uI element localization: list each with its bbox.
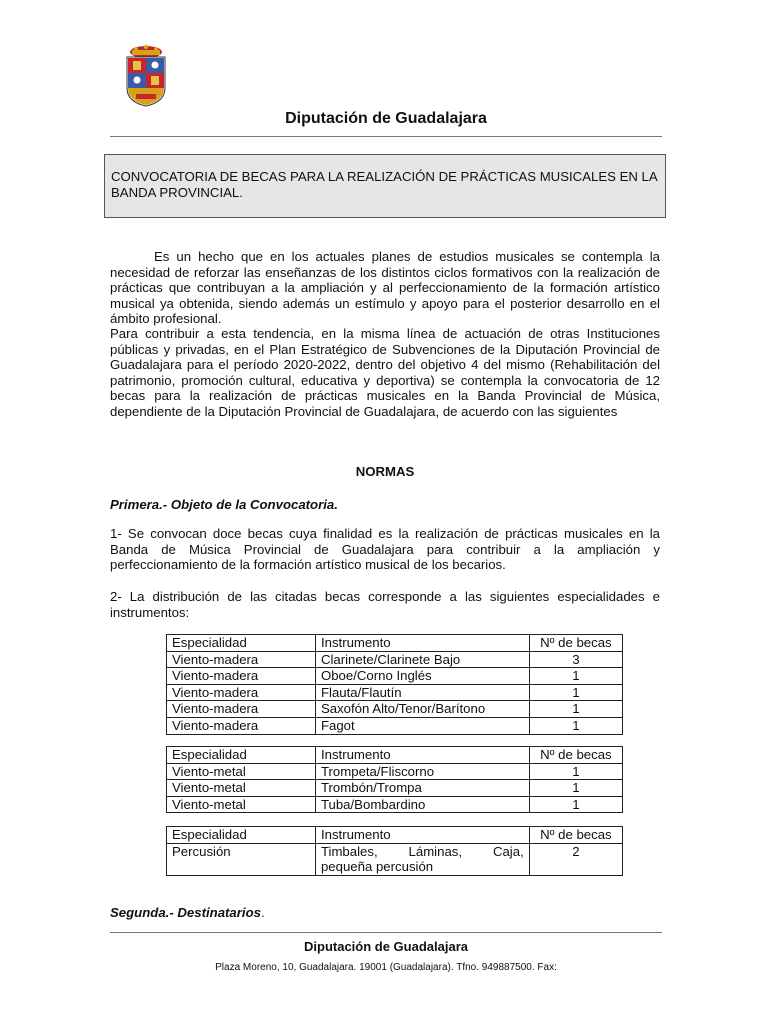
table-row bbox=[167, 780, 623, 797]
intro-paragraph-2: Para contribuir a esta tendencia, en la misma línea de actuación de otras Instituciones públicas y privadas, en el Plan Estratégico de Subvenciones de la Diputación Provincial de Guadalajara para el período 2020-2022, dentro del objetivo 4 del mismo (Rehabilitación del patrimonio, promoción cultural, educativa y deportiva) se contempla la convocatoria de 12 becas para la realización de prácticas musicales en la Banda Provincial de Música, dependiente de la Diputación Provincial de Guadalajara, de acuerdo con las siguientes bbox=[110, 326, 660, 419]
table-percusion bbox=[166, 826, 623, 876]
table-row bbox=[167, 668, 623, 685]
cell-instrumento bbox=[315, 843, 529, 875]
cell-instrumento: Flauta/Flautín bbox=[315, 684, 529, 701]
header-becas: Nº de becas bbox=[529, 635, 622, 652]
word-laminas: Láminas, bbox=[408, 843, 463, 859]
header-becas: Nº de becas bbox=[529, 827, 622, 844]
table-row bbox=[167, 684, 623, 701]
coat-of-arms-logo bbox=[122, 44, 170, 108]
table-row bbox=[167, 651, 623, 668]
table-row bbox=[167, 796, 623, 813]
table-row bbox=[167, 763, 623, 780]
cell-becas: 1 bbox=[529, 668, 622, 685]
header-divider bbox=[110, 136, 662, 137]
normas-heading: NORMAS bbox=[355, 464, 415, 479]
header-instrumento: Instrumento bbox=[315, 827, 529, 844]
segunda-heading-dot: . bbox=[260, 905, 265, 920]
table-header-row bbox=[167, 635, 623, 652]
footer-address: Plaza Moreno, 10, Guadalajara. 19001 (Guadalajara). Tfno. 949887500. Fax: bbox=[215, 962, 557, 973]
primera-heading: Primera.- Objeto de la Convocatoria. bbox=[110, 497, 338, 512]
cell-becas: 2 bbox=[529, 843, 622, 875]
normas-paragraph-2: 2- La distribución de las citadas becas corresponde a las siguientes especialidades e instrumentos: bbox=[110, 589, 660, 620]
cell-becas: 1 bbox=[529, 701, 622, 718]
cell-especialidad: Viento-metal bbox=[167, 796, 316, 813]
cell-instrumento: Fagot bbox=[315, 717, 529, 734]
cell-especialidad: Viento-madera bbox=[167, 668, 316, 685]
table-row bbox=[167, 843, 623, 875]
cell-especialidad: Viento-metal bbox=[167, 763, 316, 780]
cell-becas: 3 bbox=[529, 651, 622, 668]
table-header-row bbox=[167, 747, 623, 764]
header-especialidad: Especialidad bbox=[167, 635, 316, 652]
intro-paragraph-1: Es un hecho que en los actuales planes de estudios musicales se contempla la necesidad de reforzar las enseñanzas de los distintos ciclos formativos con la realización de prácticas que contribuyan a la ampliación y al perfeccionamiento de la formación artístico musical ya obtenida, siendo además un estímulo y apoyo para el posterior desarrollo en el ámbito profesional. bbox=[110, 249, 660, 327]
segunda-heading bbox=[110, 905, 660, 920]
header-especialidad: Especialidad bbox=[167, 747, 316, 764]
cell-instrumento: Trompeta/Fliscorno bbox=[315, 763, 529, 780]
table-header-row bbox=[167, 827, 623, 844]
cell-especialidad: Viento-madera bbox=[167, 701, 316, 718]
segunda-heading-text: Segunda.- Destinatarios bbox=[110, 905, 261, 920]
cell-instrumento: Clarinete/Clarinete Bajo bbox=[315, 651, 529, 668]
cell-especialidad: Viento-madera bbox=[167, 651, 316, 668]
cell-especialidad: Viento-madera bbox=[167, 684, 316, 701]
normas-paragraph-1: 1- Se convocan doce becas cuya finalidad es la realización de prácticas musicales en la Banda de Música Provincial de Guadalajara para contribuir a la ampliación y perfeccionamiento de la formación artístico musical de los becarios. bbox=[110, 526, 660, 573]
cell-especialidad: Viento-madera bbox=[167, 717, 316, 734]
header-instrumento: Instrumento bbox=[315, 747, 529, 764]
header-becas: Nº de becas bbox=[529, 747, 622, 764]
page-title: Diputación de Guadalajara bbox=[285, 110, 487, 127]
instrumento-line-1 bbox=[321, 844, 524, 860]
footer-divider bbox=[110, 932, 662, 933]
word-caja: Caja, bbox=[492, 843, 524, 859]
word-timbales: Timbales, bbox=[320, 843, 378, 859]
cell-becas: 1 bbox=[529, 763, 622, 780]
cell-instrumento: Saxofón Alto/Tenor/Barítono bbox=[315, 701, 529, 718]
instrumento-line-2: pequeña percusión bbox=[320, 859, 434, 875]
cell-becas: 1 bbox=[529, 780, 622, 797]
cell-instrumento: Tuba/Bombardino bbox=[315, 796, 529, 813]
cell-instrumento: Oboe/Corno Inglés bbox=[315, 668, 529, 685]
footer-title: Diputación de Guadalajara bbox=[304, 939, 468, 954]
table-row bbox=[167, 717, 623, 734]
cell-becas: 1 bbox=[529, 717, 622, 734]
table-viento-metal bbox=[166, 746, 623, 813]
cell-becas: 1 bbox=[529, 796, 622, 813]
cell-especialidad: Percusión bbox=[167, 843, 316, 875]
table-viento-madera bbox=[166, 634, 623, 735]
header-especialidad: Especialidad bbox=[167, 827, 316, 844]
convocatoria-title-box: CONVOCATORIA DE BECAS PARA LA REALIZACIÓN DE PRÁCTICAS MUSICALES EN LA BANDA PROVINCIAL. bbox=[104, 154, 666, 218]
cell-especialidad: Viento-metal bbox=[167, 780, 316, 797]
header-instrumento: Instrumento bbox=[315, 635, 529, 652]
table-row bbox=[167, 701, 623, 718]
cell-becas: 1 bbox=[529, 684, 622, 701]
cell-instrumento: Trombón/Trompa bbox=[315, 780, 529, 797]
